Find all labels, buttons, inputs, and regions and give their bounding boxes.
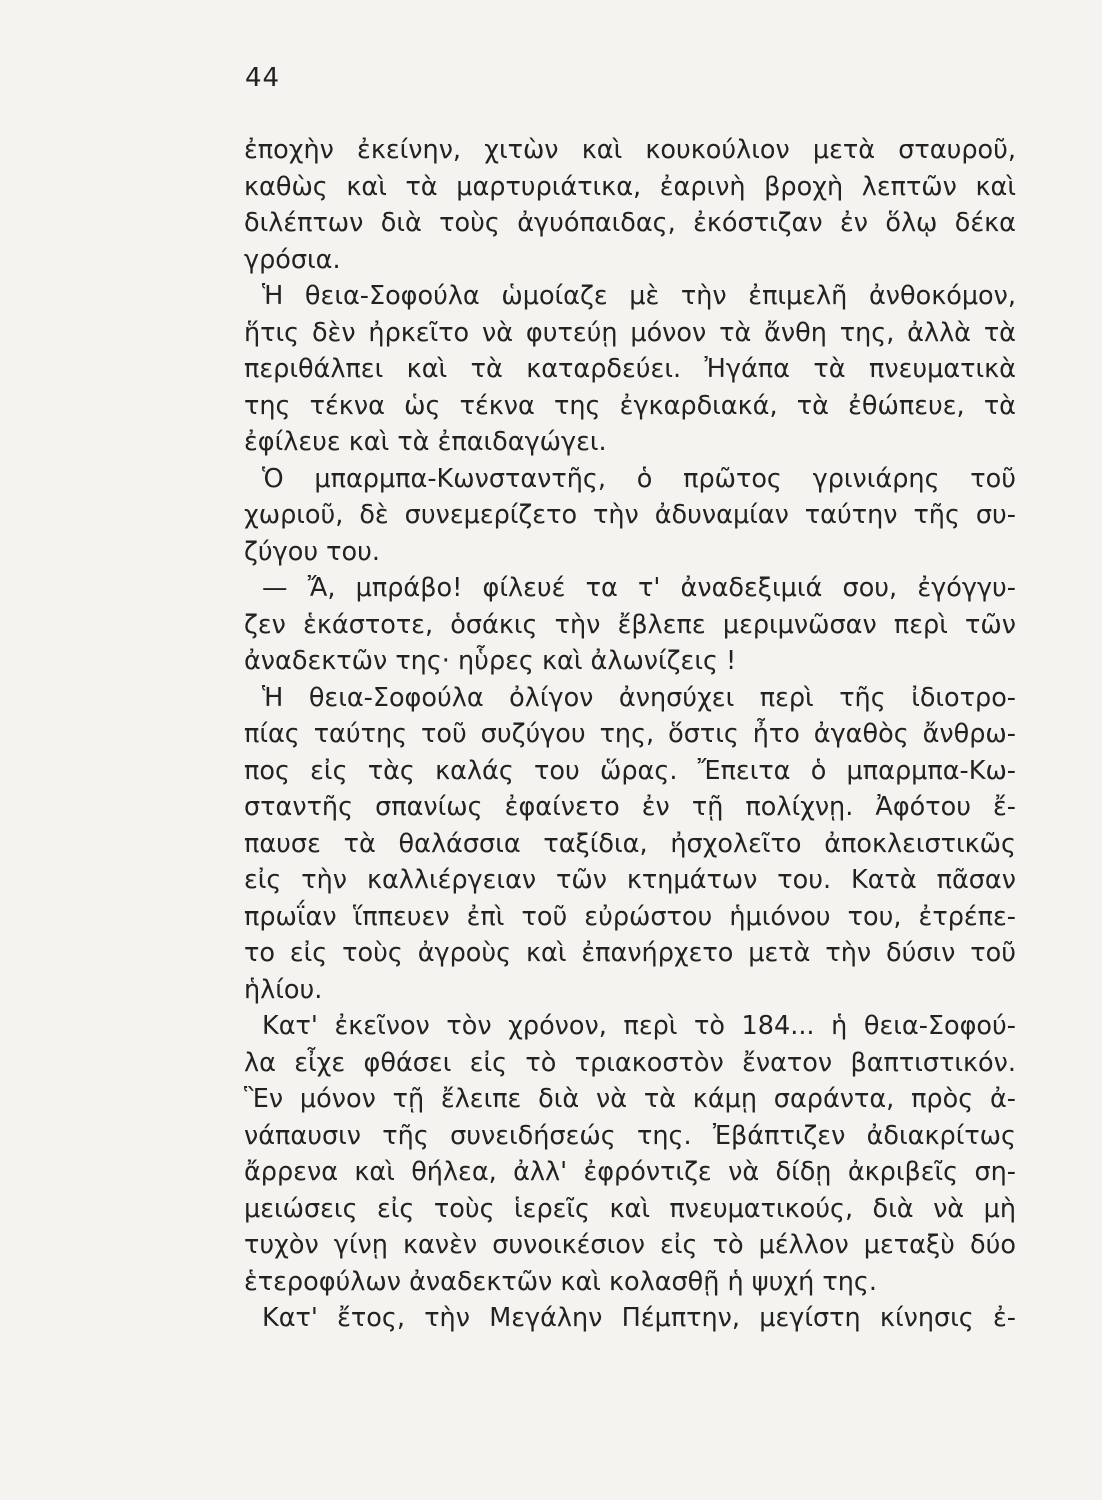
text-line: ἡλίου. [244, 974, 323, 1005]
text-line: Ἡ θεια-Σοφούλα ὡμοίαζε μὲ τὴν ἐπιμελῆ ἀνθοκόμον, [262, 281, 1016, 311]
text-line: νάπαυσιν τῆς συνειδήσεώς της. Ἐβάπτιζεν ἀδιακρίτως [244, 1120, 1016, 1151]
text-line: μειώσεις εἰς τοὺς ἱερεῖς καὶ πνευματικούς, διὰ νὰ μὴ [244, 1193, 1016, 1224]
text-line: πίας ταύτης τοῦ συζύγου της, ὅστις ἦτο ἀγαθὸς ἄνθρω- [244, 719, 1016, 749]
text-line: Κατ' ἔτος, τὴν Μεγάλην Πέμπτην, μεγίστη κίνησις ἐ- [262, 1303, 1016, 1333]
text-line: σταντῆς σπανίως ἐφαίνετο ἐν τῇ πολίχνῃ. Ἀφότου ἔ- [244, 792, 1016, 822]
text-line: παυσε τὰ θαλάσσια ταξίδια, ἠσχολεῖτο ἀποκλειστικῶς [244, 828, 1016, 859]
text-line: τυχὸν γίνῃ κανὲν συνοικέσιον εἰς τὸ μέλλον μεταξὺ δύο [244, 1230, 1016, 1260]
text-line: γρόσια. [244, 244, 341, 275]
text-line: ἐφίλευε καὶ τὰ ἐπαιδαγώγει. [244, 427, 607, 457]
text-line: περιθάλπει καὶ τὰ καταρδεύει. Ἠγάπα τὰ πνευματικὰ [244, 354, 1016, 384]
text-line: Ὁ μπαρμπα-Κωνσταντῆς, ὁ πρῶτος γρινιάρης τοῦ [262, 463, 1016, 494]
text-line: το εἰς τοὺς ἀγροὺς καὶ ἐπανήρχετο μετὰ τὴν δύσιν τοῦ [244, 938, 1016, 968]
text-line: πος εἰς τὰς καλάς του ὥρας. Ἔπειτα ὁ μπαρμπα-Κω- [244, 755, 1016, 786]
text-line: ἐποχὴν ἐκείνην, χιτὼν καὶ κουκούλιον μετὰ σταυροῦ, [244, 135, 1016, 165]
text-line: πρωΐαν ἵππευεν ἐπὶ τοῦ εὐρώστου ἡμιόνου του, ἐτρέπε- [244, 901, 1016, 932]
text-line: καθὼς καὶ τὰ μαρτυριάτικα, ἐαρινὴ βροχὴ λεπτῶν καὶ [244, 171, 1016, 202]
text-line: ἥτις δὲν ἠρκεῖτο νὰ φυτεύῃ μόνον τὰ ἄνθη της, ἀλλὰ τὰ [244, 317, 1016, 348]
text-line: Κατ' ἐκεῖνον τὸν χρόνον, περὶ τὸ 184... ἡ θεια-Σοφού- [262, 1011, 1016, 1041]
text-line: Ἡ θεια-Σοφούλα ὀλίγον ἀνησύχει περὶ τῆς ἰδιοτρο- [262, 682, 1016, 713]
text-line: — Ἄ, μπράβο! φίλευέ τα τ' ἀναδεξιμιά σου, ἐγόγγυ- [262, 573, 1016, 603]
text-line: ἀναδεκτῶν της· ηὗρες καὶ ἀλωνίζεις ! [244, 646, 737, 676]
text-line: διλέπτων διὰ τοὺς ἀγυόπαιδας, ἐκόστιζαν ἐν ὅλῳ δέκα [244, 208, 1016, 238]
page-number: 44 [245, 63, 281, 93]
text-line: Ἓν μόνον τῇ ἔλειπε διὰ νὰ τὰ κάμῃ σαράντα, πρὸς ἀ- [244, 1084, 1016, 1114]
text-line: ζύγου του. [244, 536, 380, 567]
text-line: εἰς τὴν καλλιέργειαν τῶν κτημάτων του. Κατὰ πᾶσαν [244, 865, 1016, 895]
text-line: ζεν ἑκάστοτε, ὁσάκις τὴν ἔβλεπε μεριμνῶσαν περὶ τῶν [244, 609, 1016, 640]
text-line: χωριοῦ, δὲ συνεμερίζετο τὴν ἀδυναμίαν ταύτην τῆς συ- [244, 500, 1016, 530]
text-line: της τέκνα ὡς τέκνα της ἐγκαρδιακά, τὰ ἐθώπευε, τὰ [244, 390, 1016, 421]
text-line: ἄρρενα καὶ θήλεα, ἀλλ' ἐφρόντιζε νὰ δίδῃ ἀκριβεῖς ση- [244, 1157, 1016, 1187]
text-line: λα εἶχε φθάσει εἰς τὸ τριακοστὸν ἔνατον βαπτιστικόν. [244, 1047, 1016, 1078]
text-line: ἑτεροφύλων ἀναδεκτῶν καὶ κολασθῇ ἡ ψυχή της. [244, 1266, 877, 1297]
